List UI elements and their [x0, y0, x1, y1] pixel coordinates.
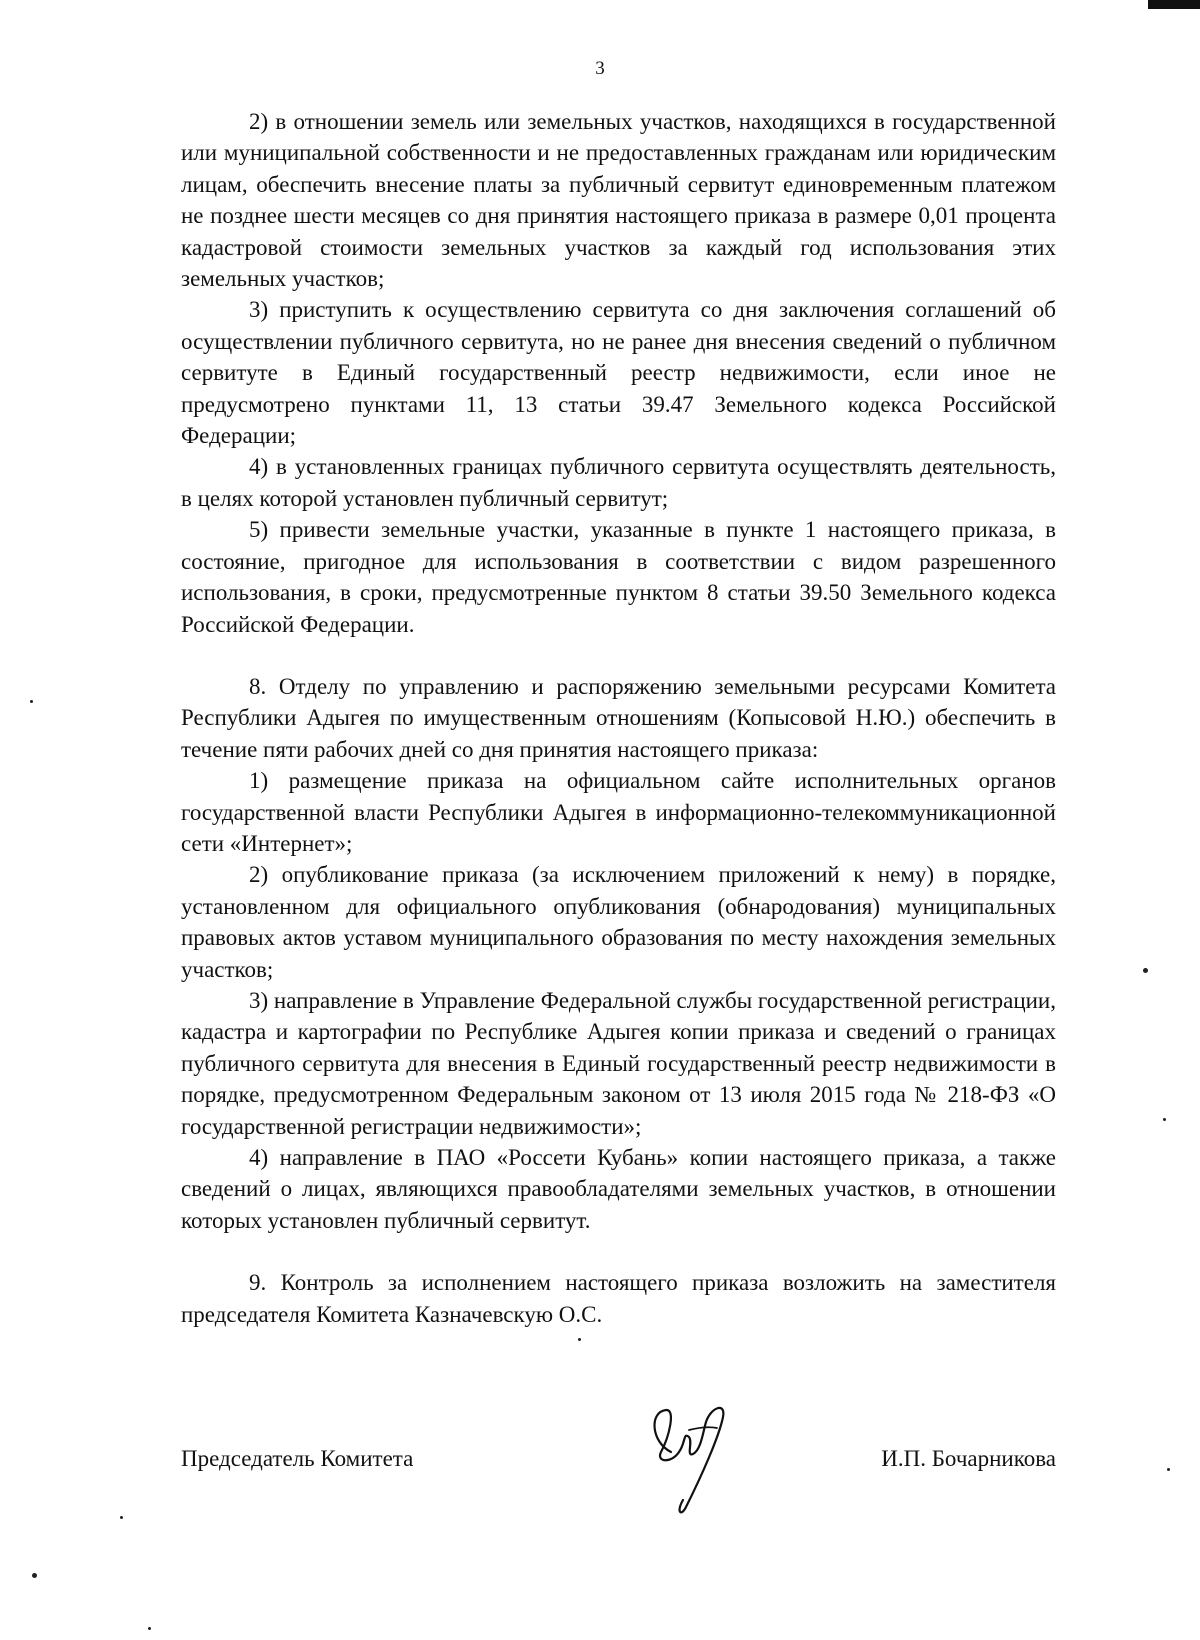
- section-8-item-1: 1) размещение приказа на официальном сайте исполнительных органов государственной власти Республики Адыгея в информационно-телекоммуникационной сети «Интернет»;: [181, 768, 1056, 856]
- signatory-title: Председатель Комитета: [181, 1446, 414, 1471]
- scan-speck: [148, 1627, 151, 1630]
- paragraph-4: 4) в установленных границах публичного сервитута осуществлять деятельность, в целях которой установлен публичный сервитут;: [181, 454, 1056, 511]
- scan-speck: [578, 1338, 581, 1341]
- paragraph-3: 3) приступить к осуществлению сервитута со дня заключения соглашений об осуществлении публичного сервитута, но не ранее дня внесения сведений о публичном сервитуте в Единый государственный реестр недвижимости, если иное не предусмотрено пунктами 11, 13 статьи 39.47 Земельного кодекса Российской Федерации;: [181, 297, 1056, 449]
- signature-block: [181, 1438, 1056, 1478]
- scan-speck: [1163, 1118, 1166, 1121]
- scan-speck: [30, 700, 33, 703]
- scan-speck: [120, 1516, 123, 1519]
- handwritten-signature: [631, 1382, 741, 1522]
- section-8-item-2: 2) опубликование приказа (за исключением приложений к нему) в порядке, установленном для официального опубликования (обнародования) муниципальных правовых актов уставом муниципального образования по месту нахождения земельных участков;: [181, 862, 1056, 982]
- paragraph-5: 5) привести земельные участки, указанные в пункте 1 настоящего приказа, в состояние, пригодное для использования в соответствии с видом разрешенного использования, в сроки, предусмотренные пунктом 8 статьи 39.50 Земельного кодекса Российской Федерации.: [181, 517, 1056, 637]
- section-8-item-4: 4) направление в ПАО «Россети Кубань» копии настоящего приказа, а также сведений о лицах, являющихся правообладателями земельных участков, в отношении которых установлен публичный сервитут.: [181, 1145, 1056, 1233]
- section-8-intro: 8. Отделу по управлению и распоряжению земельными ресурсами Комитета Республики Адыгея по имущественным отношениям (Копысовой Н.Ю.) обеспечить в течение пяти рабочих дней со дня принятия настоящего приказа:: [181, 673, 1056, 762]
- spacer: [181, 640, 1056, 671]
- scan-corner-mark: [1148, 0, 1200, 9]
- scan-speck: [32, 1573, 37, 1578]
- scan-speck: [1167, 1468, 1170, 1471]
- section-9: 9. Контроль за исполнением настоящего приказа возложить на заместителя председателя Комитета Казначевскую О.С.: [181, 1270, 1056, 1327]
- section-8-item-3: 3) направление в Управление Федеральной службы государственной регистрации, кадастра и картографии по Республике Адыгея копии приказа и сведений о границах публичного сервитута для внесения в Единый государственный реестр недвижимости в порядке, предусмотренном Федеральным законом от 13 июля 2015 года № 218-ФЗ «О государственной регистрации недвижимости»;: [181, 987, 1056, 1139]
- spacer: [181, 1236, 1056, 1267]
- document-body: [181, 106, 1056, 1330]
- signatory-name: И.П. Бочарникова: [881, 1446, 1056, 1471]
- paragraph-2: 2) в отношении земель или земельных участков, находящихся в государственной или муниципальной собственности и не предоставленных гражданам или юридическим лицам, обеспечить внесение платы за публичный сервитут единовременным платежом не позднее шести месяцев со дня принятия настоящего приказа в размере 0,01 процента кадастровой стоимости земельных участков за каждый год использования этих земельных участков;: [181, 109, 1056, 292]
- scan-speck: [1143, 968, 1148, 973]
- page-number: 3: [595, 58, 605, 79]
